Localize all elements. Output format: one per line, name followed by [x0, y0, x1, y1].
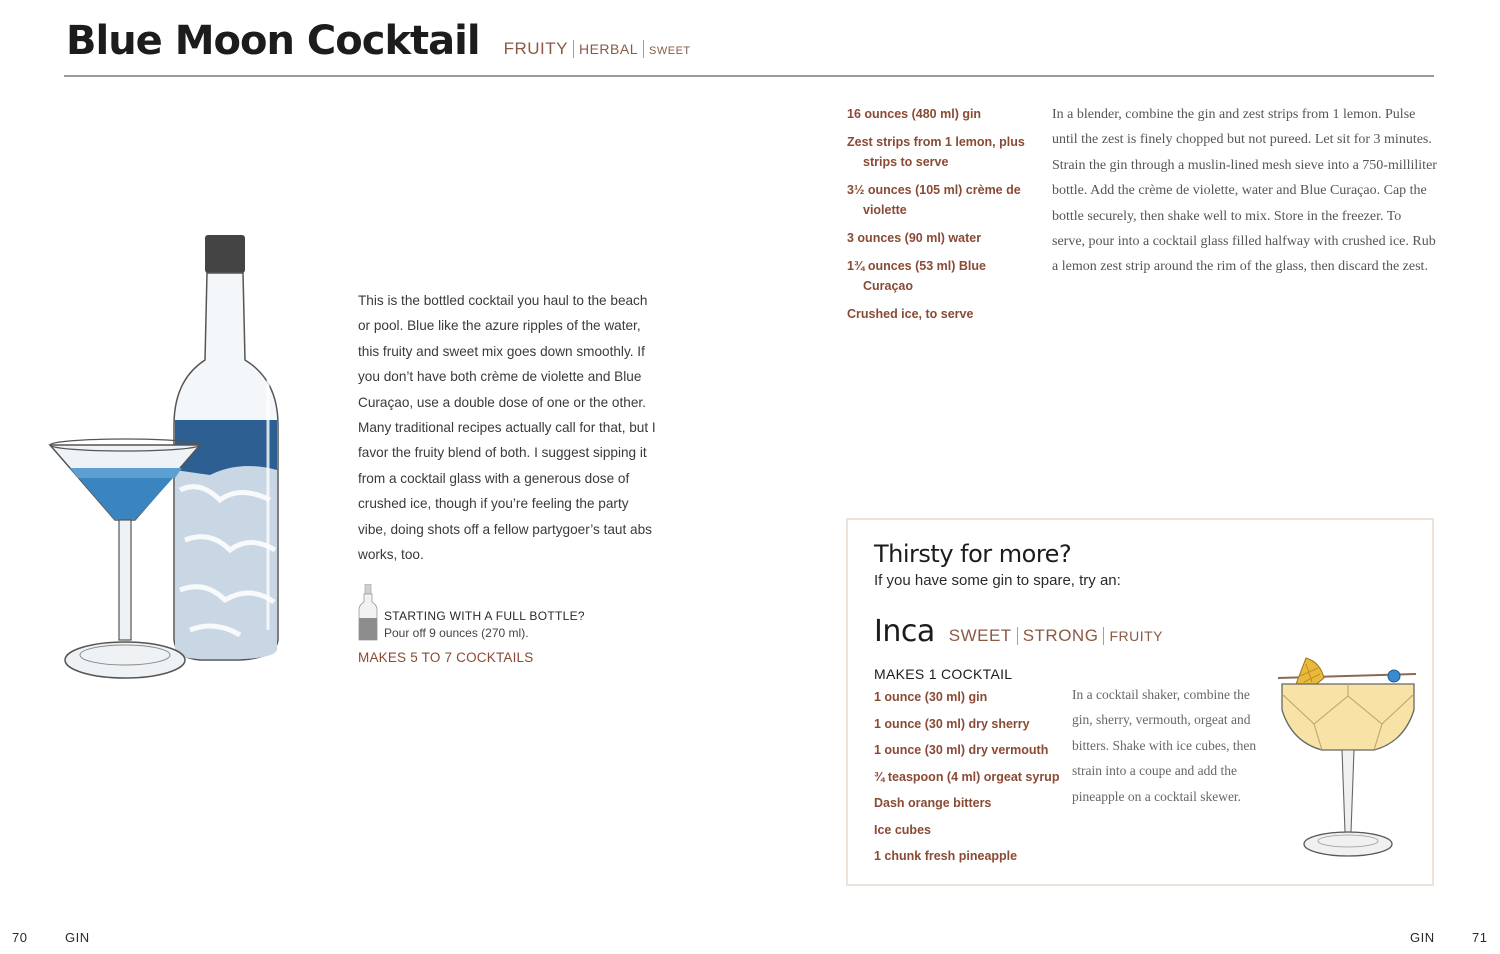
ingredient-item: 1 ounce (30 ml) gin	[874, 690, 988, 704]
inca-flavor-tags	[949, 626, 1163, 646]
martini-glass-and-bottle-illustration	[40, 230, 290, 695]
ingredient-item: 1¾ ounces (53 ml) Blue Curaçao	[847, 259, 986, 293]
page-number-left: 70	[12, 930, 28, 945]
ingredient-item: Zest strips from 1 lemon, plus strips to serve	[847, 135, 1025, 169]
ingredient-item: 1 chunk fresh pineapple	[874, 849, 1018, 863]
flavor-tag: HERBAL	[578, 41, 639, 57]
coupe-glass-with-pineapple-illustration	[1274, 654, 1422, 864]
section-label-left: GIN	[65, 930, 90, 945]
bottle-note	[358, 584, 585, 642]
flavor-divider	[1103, 627, 1104, 645]
flavor-tag: SWEET	[948, 626, 1012, 645]
section-label-right: GIN	[1410, 930, 1435, 945]
ingredient-item: 3 ounces (90 ml) water	[847, 231, 982, 245]
bottle-note-heading: STARTING WITH A FULL BOTTLE?	[384, 609, 585, 623]
ingredient-item: 1 ounce (30 ml) dry sherry	[874, 716, 1030, 731]
recipe-method: In a blender, combine the gin and zest strips from 1 lemon. Pulse until the zest is finely chopped but not pureed. Let sit for 3 minutes. Strain the gin through a muslin-lined mesh sieve into a 750-milliliter bottle. Add the crème de violette, water and Blue Curaçao. Cap the bottle securely, then shake well to mix. Store in the freezer. To serve, pour into a cocktail glass filled halfway with crushed ice. Rub a lemon zest strip around the rim of the glass, then discard the zest.	[1052, 107, 1437, 275]
mini-bottle-icon	[358, 584, 378, 642]
bottle-cap-icon	[205, 235, 245, 273]
ingredient-item: 16 ounces (480 ml) gin	[847, 107, 982, 121]
inca-title: Inca	[874, 614, 935, 649]
ingredient-item: 1 ounce (30 ml) dry vermouth	[874, 743, 1049, 757]
flavor-divider	[1017, 627, 1018, 645]
bottle-note-text: Pour off 9 ounces (270 ml).	[384, 626, 529, 640]
flavor-tag: SWEET	[649, 45, 691, 57]
recipe-title: Blue Moon Cocktail	[66, 18, 480, 64]
recipe-yield: MAKES 5 TO 7 COCKTAILS	[358, 650, 534, 665]
recipe-intro: This is the bottled cocktail you haul to the beach or pool. Blue like the azure ripples of the water, this fruity and sweet mix goes down smoothly. If you don’t have both crème de violette and Blue Curaçao, use a double dose of one or the other. Many traditional recipes actually call for that, but I favor the fruity blend of both. I suggest sipping it from a cocktail glass with a generous dose of crushed ice, though if you’re feeling the party vibe, doing shots off a fellow partygoer’s taut abs works, too.	[358, 293, 656, 563]
inca-ingredient-list	[874, 684, 1059, 870]
header-rule	[64, 75, 1434, 77]
flavor-divider	[573, 40, 574, 58]
ingredient-list	[847, 104, 1037, 332]
ingredient-item: Crushed ice, to serve	[847, 307, 974, 321]
inca-header	[874, 614, 1163, 649]
ingredient-item: ¾ teaspoon (4 ml) orgeat syrup	[874, 769, 1060, 784]
flavor-divider	[643, 40, 644, 58]
flavor-tag: FRUITY	[503, 39, 568, 58]
recipe-header	[66, 18, 691, 64]
sidebar-title: Thirsty for more?	[874, 540, 1072, 568]
page-number-right: 71	[1472, 930, 1488, 945]
inca-yield: MAKES 1 COCKTAIL	[874, 666, 1013, 682]
thirsty-for-more-box	[846, 518, 1434, 886]
inca-method: In a cocktail shaker, combine the gin, sherry, vermouth, orgeat and bitters. Shake with ice cubes, then strain into a coupe and add the pineapple on a cocktail skewer.	[1072, 687, 1257, 804]
sidebar-subtitle: If you have some gin to spare, try an:	[874, 572, 1121, 589]
flavor-tags	[504, 39, 691, 59]
flavor-tag: STRONG	[1022, 626, 1099, 645]
ingredient-item: 3½ ounces (105 ml) crème de violette	[847, 183, 1021, 217]
ingredient-item: Dash orange bitters	[874, 796, 992, 810]
flavor-tag: FRUITY	[1109, 628, 1163, 644]
ingredient-item: Ice cubes	[874, 822, 931, 837]
